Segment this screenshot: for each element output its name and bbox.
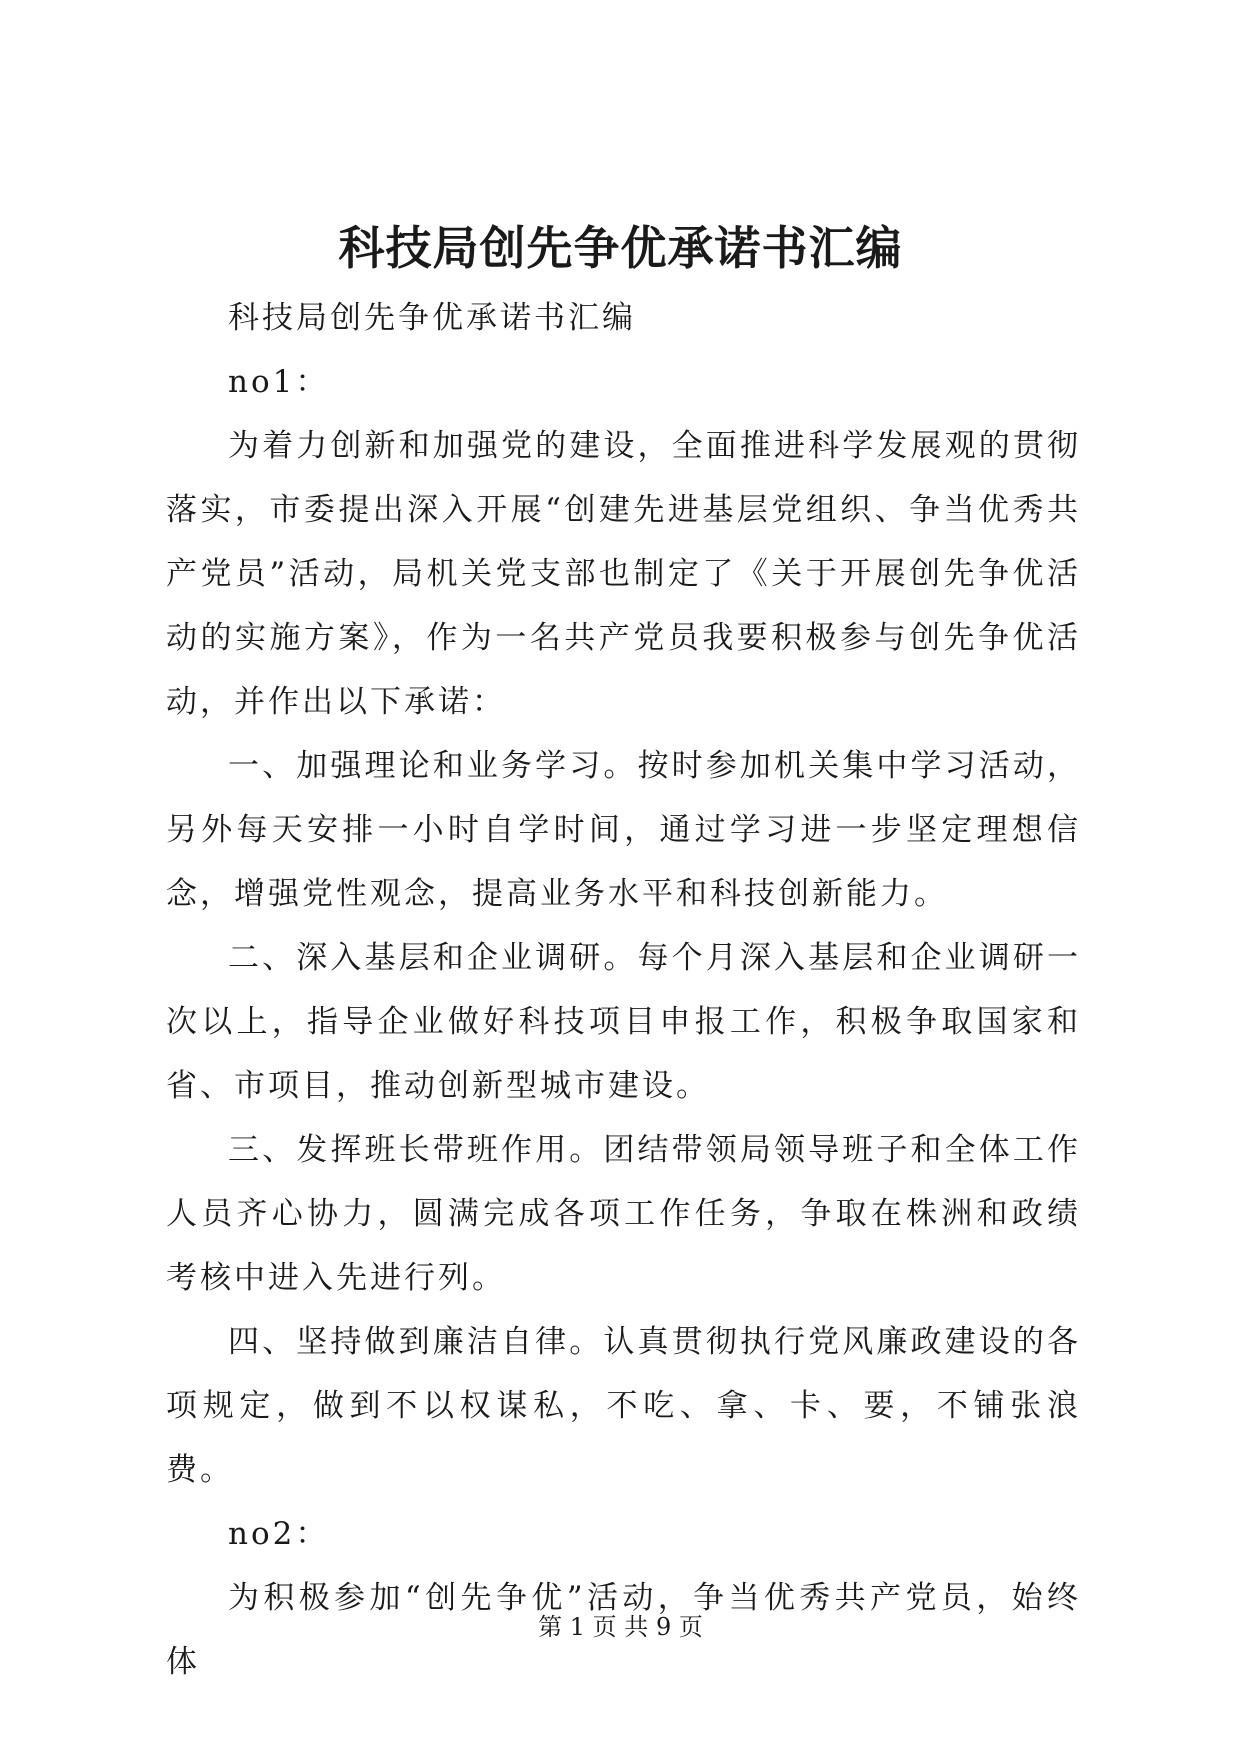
- commitment-paragraph-2: 二、深入基层和企业调研。每个月深入基层和企业调研一次以上，指导企业做好科技项目申报工作，积极争取国家和省、市项目，推动创新型城市建设。: [166, 940, 1081, 1104]
- commitment-paragraph-1: 一、加强理论和业务学习。按时参加机关集中学习活动，另外每天安排一小时自学时间，通过学习进一步坚定理想信念，增强党性观念，提高业务水平和科技创新能力。: [166, 748, 1081, 912]
- document-body: [166, 286, 1081, 1694]
- commitment-paragraph-3: 三、发挥班长带班作用。团结带领局领导班子和全体工作人员齐心协力，圆满完成各项工作任务，争取在株洲和政绩考核中进入先进行列。: [166, 1132, 1081, 1296]
- document-title: 科技局创先争优承诺书汇编: [338, 221, 903, 275]
- page-number: 第 1 页 共 9 页: [538, 1613, 703, 1641]
- section-label-no1: no1：: [228, 364, 330, 400]
- commitment-paragraph-4: 四、坚持做到廉洁自律。认真贯彻执行党风廉政建设的各项规定，做到不以权谋私，不吃、拿、卡、要，不铺张浪费。: [166, 1324, 1081, 1488]
- subtitle-paragraph: 科技局创先争优承诺书汇编: [228, 300, 636, 336]
- section-label-no2: no2：: [228, 1516, 330, 1552]
- no2-intro-paragraph: 为积极参加“创先争优”活动，争当优秀共产党员，始终体: [166, 1580, 1081, 1680]
- intro-paragraph: 为着力创新和加强党的建设，全面推进科学发展观的贯彻落实，市委提出深入开展“创建先进基层党组织、争当优秀共产党员”活动，局机关党支部也制定了《关于开展创先争优活动的实施方案》，作为一名共产党员我要积极参与创先争优活动，并作出以下承诺：: [166, 428, 1081, 720]
